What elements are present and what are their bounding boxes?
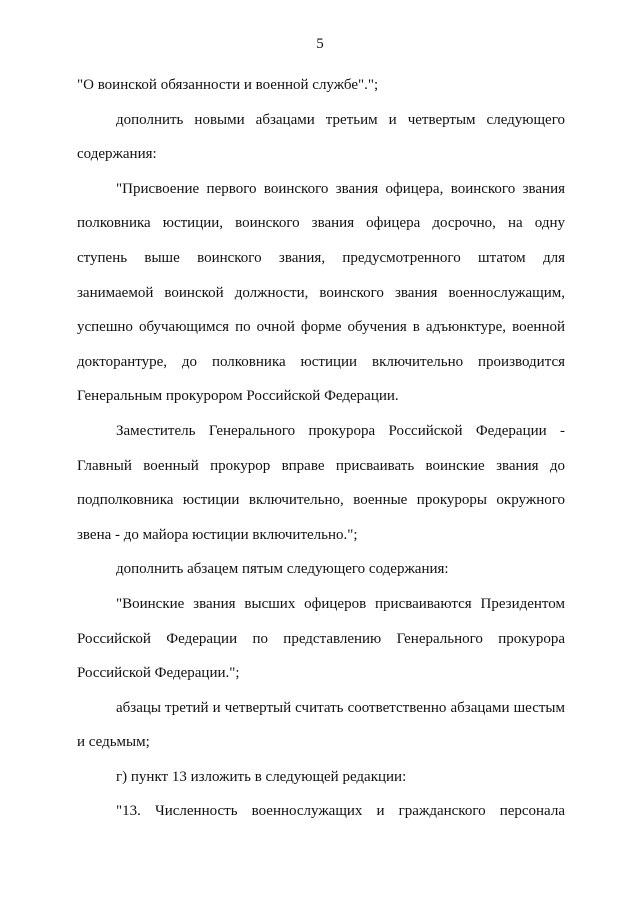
text-line: содержания:	[77, 146, 157, 163]
text-line: звена - до майора юстиции включительно.";	[77, 526, 358, 543]
text-line: Заместитель Генерального прокурора Российской Федерации -	[116, 422, 565, 439]
text-line: успешно обучающимся по очной форме обучения в адъюнктуре, военной	[77, 319, 565, 336]
text-line: Генеральным прокурором Российской Федерации.	[77, 388, 399, 405]
page-number: 5	[316, 36, 324, 52]
text-line: подполковника юстиции включительно, военные прокуроры окружного	[77, 492, 565, 509]
text-line: г) пункт 13 изложить в следующей редакции:	[116, 768, 407, 785]
text-line: Главный военный прокурор вправе присваивать воинские звания до	[77, 457, 565, 474]
text-line: "Присвоение первого воинского звания офицера, воинского звания	[116, 180, 565, 197]
text-line: ступень выше воинского звания, предусмотренного штатом для	[77, 249, 565, 266]
text-line: и седьмым;	[77, 734, 150, 751]
text-line: "13. Численность военнослужащих и гражданского персонала	[116, 803, 565, 820]
text-line: докторантуре, до полковника юстиции включительно производится	[77, 353, 565, 370]
text-line: "Воинские звания высших офицеров присваиваются Президентом	[116, 595, 565, 612]
text-line: абзацы третий и четвертый считать соответственно абзацами шестым	[116, 699, 565, 716]
document-body	[77, 68, 565, 829]
text-line: Российской Федерации.";	[77, 665, 240, 682]
text-line: занимаемой воинской должности, воинского звания военнослужащим,	[77, 284, 565, 301]
text-line: дополнить абзацем пятым следующего содержания:	[116, 561, 449, 578]
text-line: Российской Федерации по представлению Генерального прокурора	[77, 630, 565, 647]
text-line: дополнить новыми абзацами третьим и четвертым следующего	[116, 111, 565, 128]
text-line: полковника юстиции, воинского звания офицера досрочно, на одну	[77, 215, 565, 232]
text-line: "О воинской обязанности и военной службе".";	[77, 77, 379, 93]
